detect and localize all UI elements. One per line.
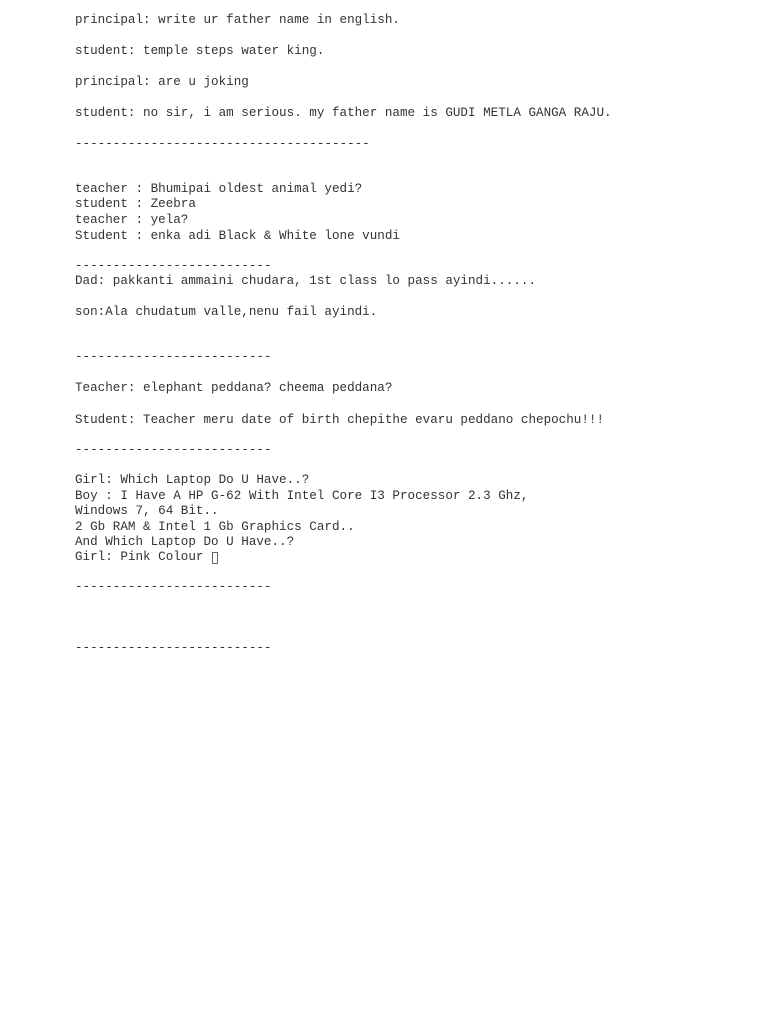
joke5-line6-wrap [75, 550, 218, 566]
separator-4: -------------------------- [75, 443, 272, 457]
joke4-line2: Student: Teacher meru date of birth chepithe evaru peddano chepochu!!! [75, 413, 605, 427]
joke5-line5: And Which Laptop Do U Have..? [75, 535, 295, 549]
joke3-line1: Dad: pakkanti ammaini chudara, 1st class lo pass ayindi...... [75, 274, 537, 288]
separator-6: -------------------------- [75, 641, 272, 655]
joke4-line1: Teacher: elephant peddana? cheema peddana? [75, 381, 393, 395]
joke5-line1: Girl: Which Laptop Do U Have..? [75, 473, 310, 487]
separator-1: --------------------------------------- [75, 137, 370, 151]
joke5-line4: 2 Gb RAM & Intel 1 Gb Graphics Card.. [75, 520, 355, 534]
joke5-line3: Windows 7, 64 Bit.. [75, 504, 219, 518]
joke3-line2: son:Ala chudatum valle,nenu fail ayindi. [75, 305, 378, 319]
joke1-line2: student: temple steps water king. [75, 44, 325, 58]
separator-2: -------------------------- [75, 259, 272, 273]
joke1-line4: student: no sir, i am serious. my father name is GUDI METLA GANGA RAJU. [75, 106, 612, 120]
joke1-line1: principal: write ur father name in english. [75, 13, 400, 27]
joke2-line3: teacher : yela? [75, 213, 189, 227]
joke2-line4: Student : enka adi Black & White lone vundi [75, 229, 400, 243]
joke2-line2: student : Zeebra [75, 197, 196, 211]
joke5-line6: Girl: Pink Colour [75, 550, 212, 564]
joke2-line1: teacher : Bhumipai oldest animal yedi? [75, 182, 363, 196]
separator-3: -------------------------- [75, 350, 272, 364]
separator-5: -------------------------- [75, 580, 272, 594]
missing-glyph-icon [212, 552, 218, 564]
joke1-line3: principal: are u joking [75, 75, 249, 89]
joke5-line2: Boy : I Have A HP G-62 With Intel Core I3 Processor 2.3 Ghz, [75, 489, 529, 503]
